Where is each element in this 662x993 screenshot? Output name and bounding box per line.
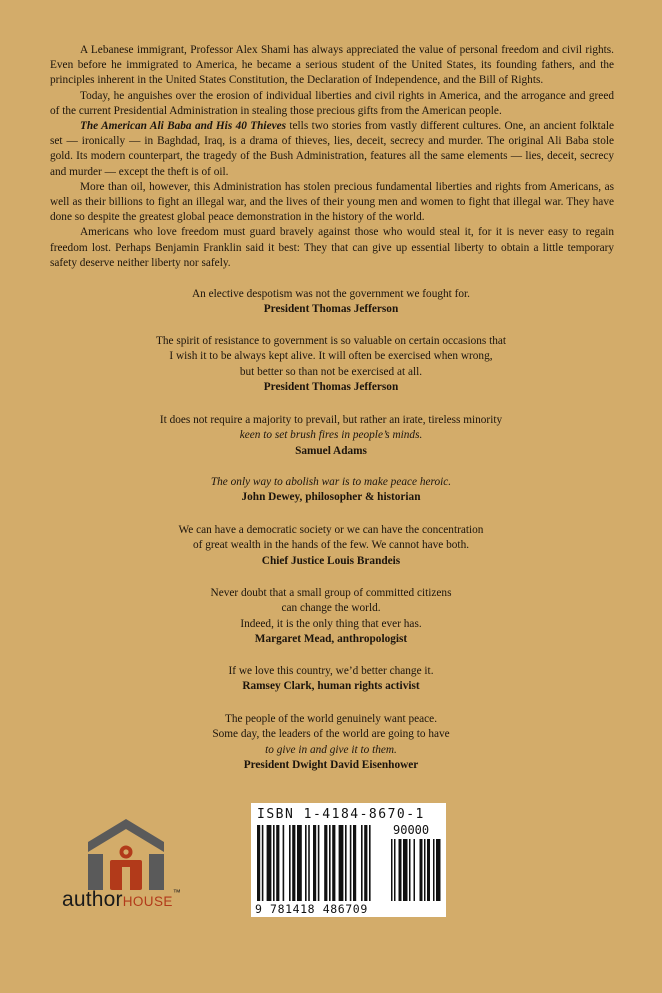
barcode-bar (289, 825, 291, 901)
barcode-bar (257, 825, 260, 901)
barcode-bar (308, 825, 310, 901)
quote-line: can change the world. (281, 602, 381, 615)
quote-line: Some day, the leaders of the world are going to have (212, 728, 450, 741)
quote-block (0, 475, 662, 506)
quote-block (0, 712, 662, 774)
addon-bar (436, 839, 441, 901)
quote-attribution: Chief Justice Louis Brandeis (261, 554, 401, 567)
book-title: The American Ali Baba and His 40 Thieves (80, 120, 287, 133)
barcode-bar (318, 825, 320, 901)
barcode-bar (364, 825, 367, 901)
quote-line: I wish it to be always kept alive. It will often be exercised when wrong, (169, 350, 493, 363)
quote-line: but better so than not be exercised at all. (239, 365, 423, 378)
barcode-bars (251, 803, 446, 917)
quote-attribution: President Dwight David Eisenhower (243, 759, 419, 772)
barcode-bar (262, 825, 264, 901)
addon-bar (420, 839, 423, 901)
quote-line: to give in and give it to them. (265, 743, 397, 756)
barcode-bar (345, 825, 347, 901)
intro-paragraph-4: More than oil, however, this Administration has stolen precious fundamental liberties and rights from Americans, as well as their billions to fight an illegal war, and the lives of their young men and women to fight that illegal war. They have done so despite the greatest global peace demonstration in the history of the world. (50, 180, 614, 224)
quote-block (0, 334, 662, 396)
addon-bar (424, 839, 426, 901)
quote-block (0, 586, 662, 648)
barcode-bar (297, 825, 302, 901)
quote-line: The people of the world genuinely want peace. (224, 713, 438, 725)
barcode-bar (369, 825, 371, 901)
intro-paragraph-1: A Lebanese immigrant, Professor Alex Shami has always appreciated the value of personal freedom and civil rights. Even before he immigrated to America, he became a serious student of the United States, its founding fathers, and the principles inherent in the United States Constitution, the Declaration of Independence, and the Bill of Rights. (50, 44, 614, 87)
isbn-barcode (251, 803, 446, 917)
barcode-bar (361, 825, 363, 901)
barcode-bar (276, 825, 279, 901)
barcode-bar (313, 825, 316, 901)
quote-line: If we love this country, we’d better change it. (228, 665, 434, 677)
quote-attribution: John Dewey, philosopher & historian (241, 491, 421, 504)
intro-paragraph-3 (50, 119, 614, 180)
publisher-name-part-2: HOUSE (122, 894, 173, 909)
quote-line: of great wealth in the hands of the few. We cannot have both. (192, 539, 470, 552)
publisher-name (62, 888, 181, 912)
intro-paragraph-5: Americans who love freedom must guard bravely against those who would steal it, for it is never easy to regain freedom lost. Perhaps Benjamin Franklin said it best: They that can give up essential liberty to obtain a little temporary safety deserve neither liberty nor safely. (50, 226, 614, 269)
trademark-symbol: ™ (172, 888, 181, 897)
quote-line: The spirit of resistance to government is so valuable on certain occasions that (155, 335, 507, 347)
barcode-bar (353, 825, 356, 901)
publisher-name-part-1: author (62, 888, 123, 911)
barcode-bar (339, 825, 344, 901)
addon-bar (403, 839, 408, 901)
quote-attribution: Ramsey Clark, human rights activist (242, 680, 420, 693)
addon-bar (427, 839, 430, 901)
quote-attribution: Samuel Adams (295, 444, 367, 457)
barcode-bar (332, 825, 335, 901)
barcode-bar (292, 825, 295, 901)
price-code: 90000 (393, 823, 430, 837)
addon-bar (399, 839, 402, 901)
quote-line: keen to set brush fires in people’s minds. (239, 429, 423, 442)
quote-attribution: President Thomas Jefferson (263, 381, 399, 394)
intro-paragraph-2: Today, he anguishes over the erosion of individual liberties and civil rights in America, and the arrogance and greed of the current Presidential Administration in stealing those precious gifts from the American people. (50, 89, 614, 117)
barcode-bar (329, 825, 331, 901)
quote-line: The only way to abolish war is to make peace heroic. (210, 476, 452, 488)
addon-bar (394, 839, 396, 901)
barcode-bar (283, 825, 285, 901)
addon-bar (433, 839, 435, 901)
quote-block (0, 413, 662, 459)
barcode-bar (305, 825, 307, 901)
intro-paragraph-3-text: tells two stories from vastly different cultures. One, an ancient folktale set — ironically — in Baghdad, Iraq, is a drama of thieves, lies, deceit, secrecy and murder. The original Ali Baba stole gold. Its modern counterpart, the tragedy of the Bush Administration, features all the same elements — lies, deceit, secrecy and murder — except the theft is of oil. (50, 120, 614, 178)
quote-attribution: President Thomas Jefferson (263, 303, 399, 316)
barcode-bar (273, 825, 275, 901)
barcode-bar (350, 825, 352, 901)
quote-line: We can have a democratic society or we can have the concentration (178, 524, 484, 536)
quote-block (0, 664, 662, 695)
quote-line: Indeed, it is the only thing that ever has. (240, 617, 422, 630)
quote-line: It does not require a majority to prevail, but rather an irate, tireless minority (159, 414, 503, 426)
ean-digits: 9 781418 486709 (255, 902, 368, 916)
addon-bar (391, 839, 393, 901)
quote-block (0, 287, 662, 318)
quote-block (0, 523, 662, 569)
addon-bar (414, 839, 416, 901)
barcode-bar (324, 825, 327, 901)
barcode-bar (267, 825, 272, 901)
quote-attribution: Margaret Mead, anthropologist (254, 633, 408, 646)
back-cover-blurb (50, 43, 614, 271)
addon-bar (409, 839, 411, 901)
isbn-label: ISBN 1-4184-8670-1 (257, 807, 425, 822)
quote-line: Never doubt that a small group of committed citizens (210, 587, 452, 599)
quote-line: An elective despotism was not the government we fought for. (192, 288, 470, 300)
